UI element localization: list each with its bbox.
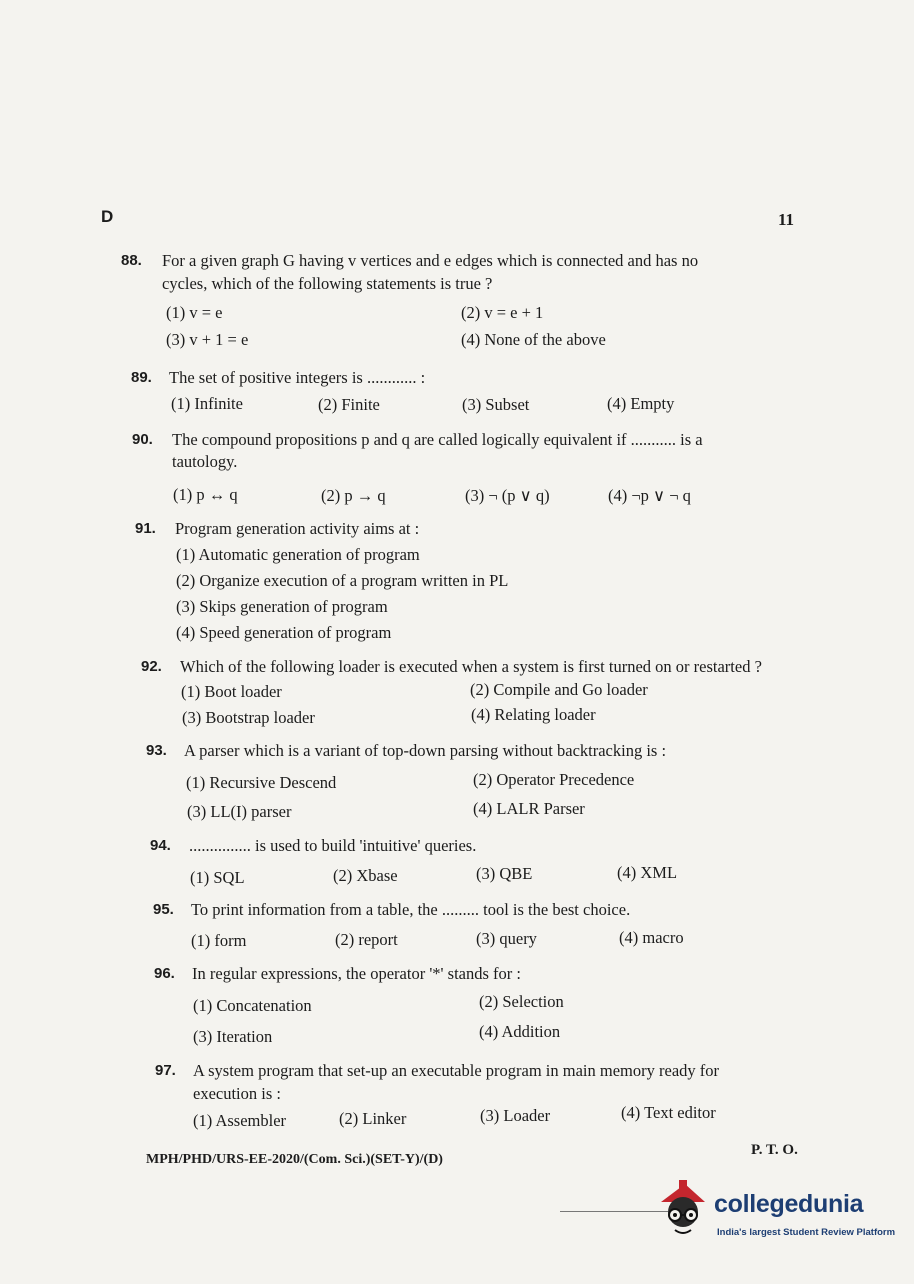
option-4: (4) Speed generation of program xyxy=(176,623,392,642)
option-1: (1) form xyxy=(191,931,247,950)
question-number: 90. xyxy=(132,431,153,448)
option-2: (2) Finite xyxy=(318,395,380,414)
option-1: (1) Assembler xyxy=(193,1111,287,1130)
option-1: (1) Boot loader xyxy=(181,682,282,701)
option-2: (2) v = e + 1 xyxy=(461,303,544,322)
question-text: A parser which is a variant of top-down parsing without backtracking is : xyxy=(184,741,667,760)
option-3: (3) Iteration xyxy=(193,1027,273,1046)
question-text: The set of positive integers is ............ : xyxy=(169,368,426,387)
question-text: In regular expressions, the operator '*' stands for : xyxy=(192,964,521,983)
option-2: (2) Organize execution of a program written in PL xyxy=(176,571,509,590)
option-3: (3) QBE xyxy=(476,864,533,883)
question-text: For a given graph G having v vertices and e edges which is connected and has no xyxy=(162,251,699,270)
mascot-icon xyxy=(655,1180,713,1242)
option-2: (2) report xyxy=(335,930,398,949)
option-3: (3) v + 1 = e xyxy=(166,330,249,349)
option-4: (4) Empty xyxy=(607,394,675,413)
question-text: A system program that set-up an executable program in main memory ready for xyxy=(193,1061,720,1080)
logo-divider xyxy=(560,1211,668,1212)
option-3: (3) Bootstrap loader xyxy=(182,708,315,727)
option-1: (1) Concatenation xyxy=(193,996,312,1015)
set-code: D xyxy=(101,207,114,226)
option-4: (4) LALR Parser xyxy=(473,799,585,818)
option-1: (1) Recursive Descend xyxy=(186,773,337,792)
option-4: (4) Relating loader xyxy=(471,705,596,724)
question-number: 88. xyxy=(121,252,142,269)
option-2: (2) Selection xyxy=(479,992,564,1011)
option-3: (3) Subset xyxy=(462,395,530,414)
question-number: 93. xyxy=(146,742,167,759)
option-1: (1) p ↔ q xyxy=(173,485,238,504)
option-4: (4) macro xyxy=(619,928,684,947)
watermark-brand: collegedunia xyxy=(714,1190,864,1218)
option-1: (1) v = e xyxy=(166,303,223,322)
option-4: (4) None of the above xyxy=(461,330,606,349)
option-4: (4) Addition xyxy=(479,1022,561,1041)
option-2: (2) Operator Precedence xyxy=(473,770,635,789)
question-number: 91. xyxy=(135,520,156,537)
option-3: (3) query xyxy=(476,929,537,948)
page-number: 11 xyxy=(778,210,795,229)
option-4: (4) ¬p ∨ ¬ q xyxy=(608,486,691,505)
question-number: 95. xyxy=(153,901,174,918)
option-1: (1) Automatic generation of program xyxy=(176,545,420,564)
option-3: (3) LL(I) parser xyxy=(187,802,292,821)
exam-code: MPH/PHD/URS-EE-2020/(Com. Sci.)(SET-Y)/(D) xyxy=(146,1152,443,1167)
question-text: execution is : xyxy=(193,1084,281,1103)
option-4: (4) XML xyxy=(617,863,678,882)
question-number: 92. xyxy=(141,658,162,675)
question-text: To print information from a table, the ......... tool is the best choice. xyxy=(191,900,631,919)
option-2: (2) Xbase xyxy=(333,866,398,885)
question-number: 96. xyxy=(154,965,175,982)
pto-label: P. T. O. xyxy=(751,1142,798,1158)
question-text: cycles, which of the following statements is true ? xyxy=(162,274,493,293)
option-3: (3) ¬ (p ∨ q) xyxy=(465,486,550,505)
option-1: (1) Infinite xyxy=(171,394,243,413)
question-text: Which of the following loader is executed when a system is first turned on or restarted ? xyxy=(180,657,762,676)
option-4: (4) Text editor xyxy=(621,1103,716,1122)
option-2: (2) Compile and Go loader xyxy=(470,680,648,699)
option-3: (3) Skips generation of program xyxy=(176,597,388,616)
question-text: ............... is used to build 'intuitive' queries. xyxy=(189,836,477,855)
question-text: Program generation activity aims at : xyxy=(175,519,420,538)
option-3: (3) Loader xyxy=(480,1106,551,1125)
question-number: 89. xyxy=(131,369,152,386)
option-2: (2) p → q xyxy=(321,486,386,505)
question-number: 97. xyxy=(155,1062,176,1079)
question-text: tautology. xyxy=(172,452,238,471)
watermark-tagline: India's largest Student Review Platform xyxy=(717,1227,896,1238)
option-1: (1) SQL xyxy=(190,868,245,887)
question-text: The compound propositions p and q are called logically equivalent if ........... is a xyxy=(172,430,703,449)
option-2: (2) Linker xyxy=(339,1109,407,1128)
question-number: 94. xyxy=(150,837,171,854)
